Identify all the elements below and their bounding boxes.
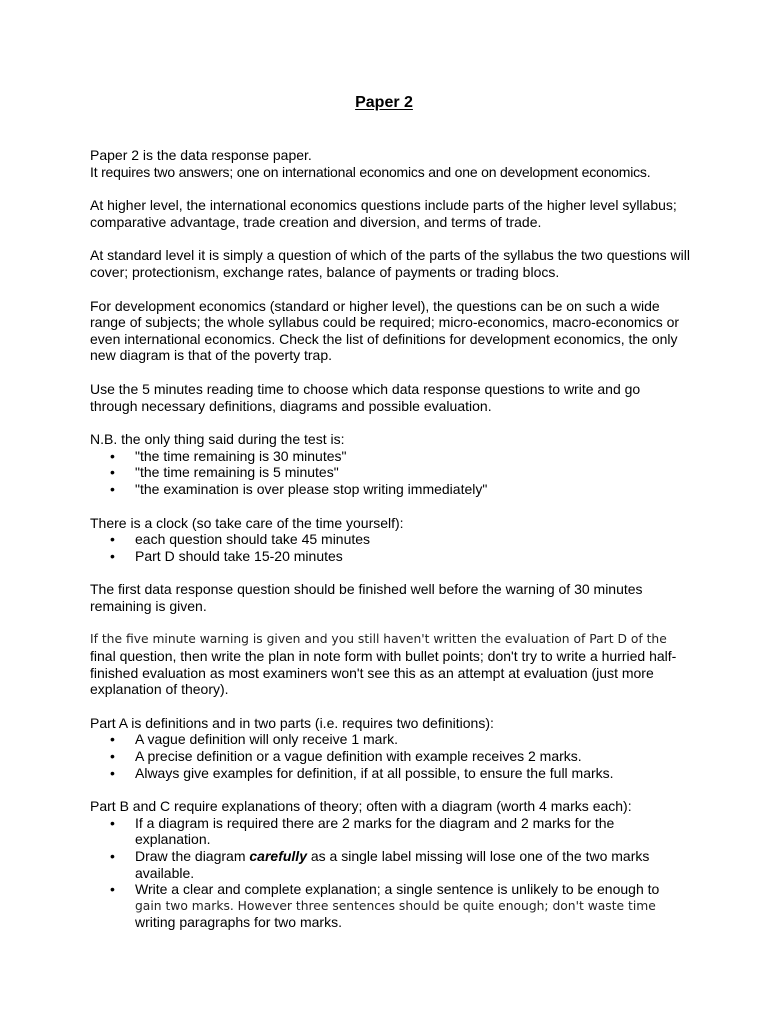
clock-list [90,531,690,564]
list-item [135,881,690,931]
intro-line-2: It requires two answers; one on international economics and one on development economics. [90,163,651,180]
document-body [90,147,690,948]
item-line-2: gain two marks. However three sentences should be quite enough; don't waste time [135,898,656,913]
item-line-1: • Write a clear and complete explanation; a single sentence is unlikely to be enough to [135,881,660,898]
nb-lead: N.B. the only thing said during the test is: [90,431,345,448]
item-text-post: as a single label missing will lose one of the two marks available. [135,848,650,881]
part-a-lead: Part A is definitions and in two parts (i.e. requires two definitions): [90,714,494,731]
list-item: • each question should take 45 minutes [135,531,690,548]
list-item: • "the time remaining is 30 minutes" [135,448,690,465]
item-line-3: writing paragraphs for two marks. [135,914,342,931]
five-minute-line-3: finished evaluation as most examiners won't see this as an attempt at evaluation (just more [90,664,654,681]
five-minute-line-1: If the five minute warning is given and you still haven't written the evaluation of Part D of the [90,632,667,647]
five-minute-paragraph [90,631,690,697]
first-question-paragraph: The first data response question should be finished well before the warning of 30 minutes remaining is given. [90,581,643,614]
nb-list [90,448,690,498]
emphasis-text: carefully [249,848,307,864]
five-minute-line-4: explanation of theory). [90,681,229,698]
item-text-pre: Draw the diagram [135,848,250,864]
list-item: • Always give examples for definition, if at all possible, to ensure the full marks. [135,765,690,782]
part-a-list [90,731,690,781]
higher-level-paragraph: At higher level, the international economics questions include parts of the higher level syllabus; comparative advantage, trade creation and diversion, and terms of trade. [90,197,677,230]
clock-lead: There is a clock (so take care of the time yourself): [90,514,404,531]
list-item: • Part D should take 15-20 minutes [135,548,690,565]
list-item [135,848,690,881]
list-item: • "the examination is over please stop writing immediately" [135,481,690,498]
intro-paragraph [90,147,690,180]
five-minute-line-2-text: final question, then write the plan in note form with bullet points; don't try to write a hurried half- [90,648,677,665]
list-item: • A vague definition will only receive 1 mark. [135,731,690,748]
reading-time-paragraph: Use the 5 minutes reading time to choose which data response questions to write and go through necessary definitions, diagrams and possible evaluation. [90,380,641,414]
page-title: Paper 2 [355,94,413,111]
list-item: • A precise definition or a vague definition with example receives 2 marks. [135,748,690,765]
development-paragraph: For development economics (standard or higher level), the questions can be on such a wide range of subjects; the whole syllabus could be required; micro-economics, macro-economics or even international economics. Check the list of definitions for development economics, the only new diagram is that of the poverty trap. [90,297,680,364]
list-item: • "the time remaining is 5 minutes" [135,464,690,481]
intro-line-1: Paper 2 is the data response paper. [90,147,312,163]
list-item: • If a diagram is required there are 2 marks for the diagram and 2 marks for the explanation. [135,815,690,848]
part-bc-list [90,815,690,931]
standard-level-paragraph: At standard level it is simply a question of which of the parts of the syllabus the two questions will cover; protectionism, exchange rates, balance of payments or trading blocs. [90,247,690,280]
five-minute-line-2 [90,648,690,665]
part-bc-lead: Part B and C require explanations of theory; often with a diagram (worth 4 marks each): [90,798,632,815]
